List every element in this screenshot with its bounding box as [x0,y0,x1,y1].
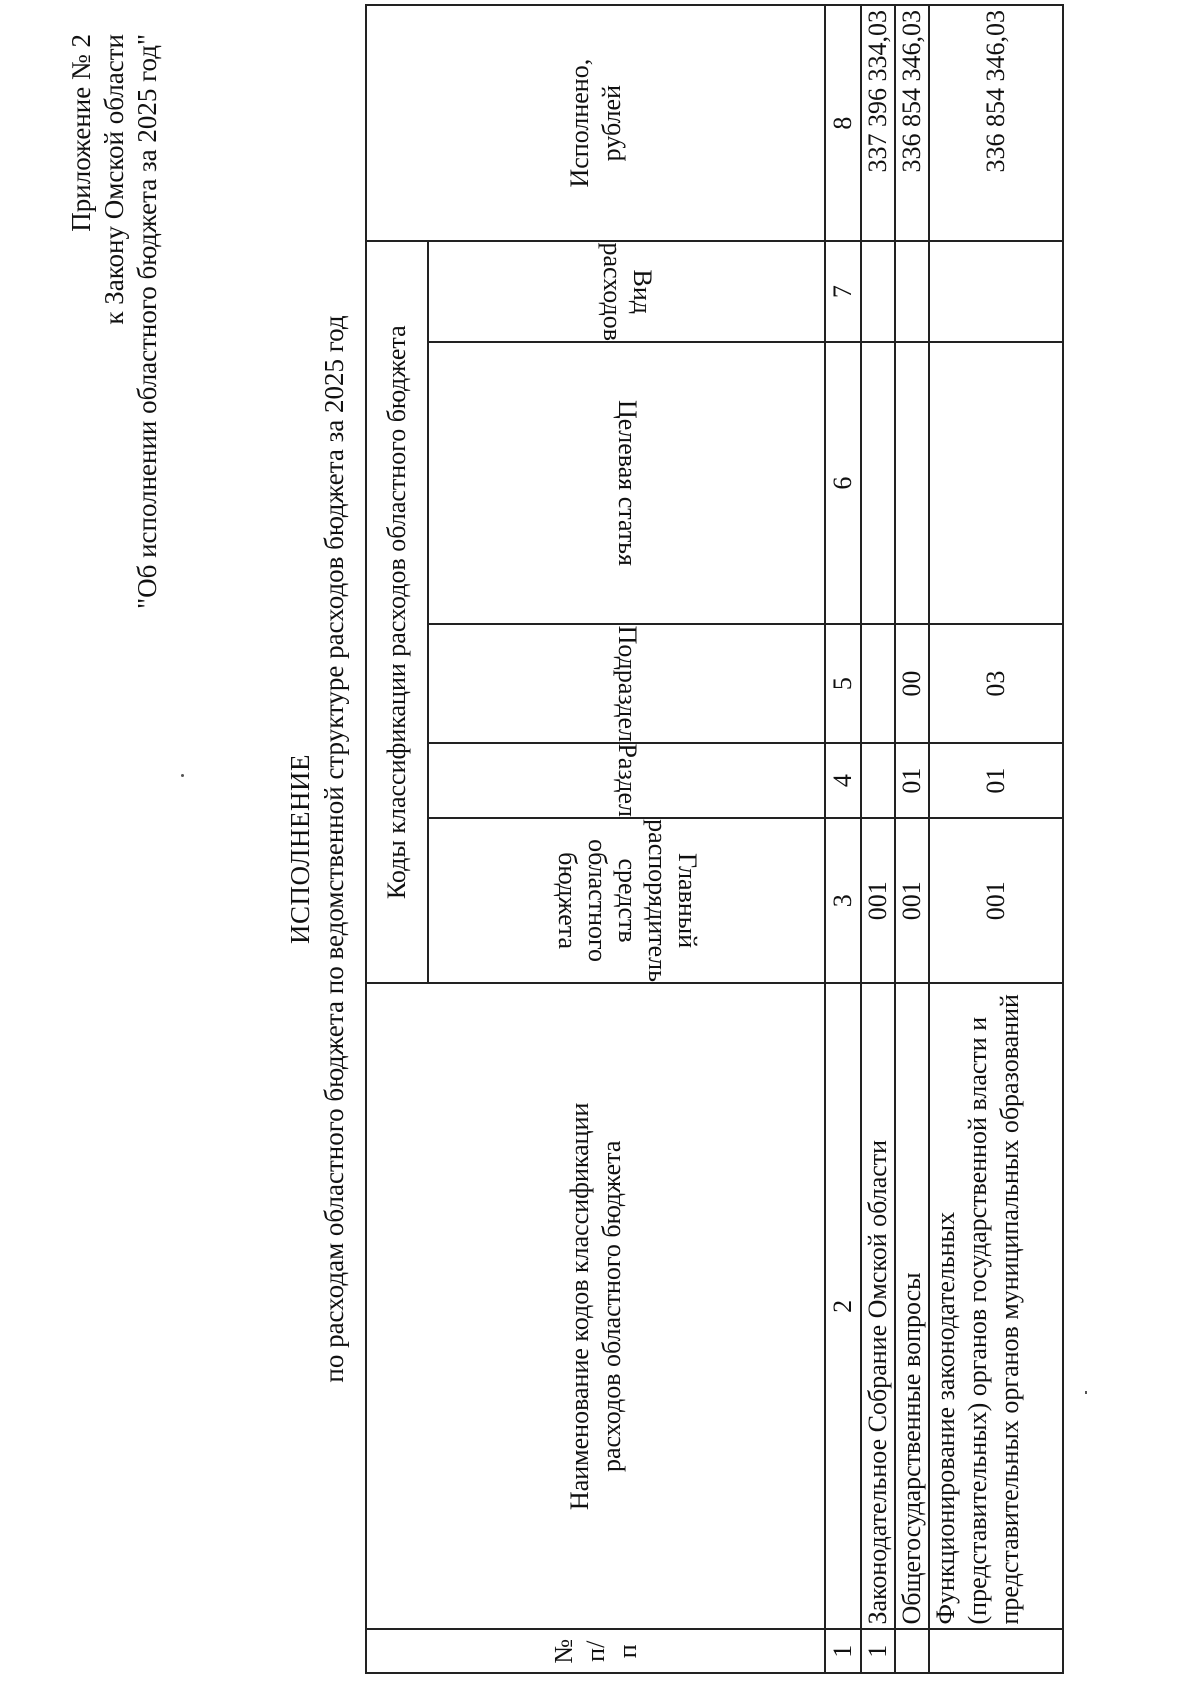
row-target [861,342,895,625]
header-num: № п/п [366,1629,825,1673]
appendix-line-2: к Закону Омской области [99,34,129,325]
header-section: Раздел [428,743,825,819]
document-page [5,4,1195,1694]
col-number: 4 [825,743,861,819]
header-codes-group: Коды классификации расходов областного бюджета [366,241,428,983]
row-manager: 001 [929,818,1063,983]
table-row [929,5,1063,1673]
col-number: 7 [825,241,861,342]
row-type [895,241,929,342]
row-target [929,342,1063,625]
row-section [861,743,895,819]
title-sub: по расходам областного бюджета по ведомственной структуре расходов бюджета за 2025 год [319,315,349,1383]
scan-speck [1085,1391,1087,1394]
row-amount: 337 396 334,03 [861,5,895,241]
budget-table [365,4,1064,1674]
table-row [895,5,929,1673]
row-target [895,342,929,625]
title-main: ИСПОЛНЕНИЕ [285,754,315,944]
row-section: 01 [895,743,929,819]
row-num: 1 [861,1629,895,1673]
header-name: Наименование кодов классификации расходов областного бюджета [366,983,825,1629]
appendix-line-3: "Об исполнении областного бюджета за 2025 год" [132,34,162,609]
col-number: 5 [825,624,861,742]
row-manager: 001 [895,818,929,983]
row-type [929,241,1063,342]
row-subsection: 00 [895,624,929,742]
table-row [861,5,895,1673]
column-number-row [825,5,861,1673]
header-subsection: Подраздел [428,624,825,742]
row-name: Законодательное Собрание Омской области [861,983,895,1629]
row-num [895,1629,929,1673]
col-number: 8 [825,5,861,241]
row-subsection: 03 [929,624,1063,742]
col-number: 1 [825,1629,861,1673]
appendix-line-1: Приложение № 2 [66,34,96,232]
header-main-manager: Главный распорядитель средств областного бюджета [428,818,825,983]
row-name: Общегосударственные вопросы [895,983,929,1629]
row-section: 01 [929,743,1063,819]
header-executed: Исполнено, рублей [366,5,825,241]
row-num [929,1629,1063,1673]
row-manager: 001 [861,818,895,983]
appendix-note [65,34,164,609]
col-number: 6 [825,342,861,625]
col-number: 2 [825,983,861,1629]
col-number: 3 [825,818,861,983]
header-row-1 [366,5,428,1673]
row-subsection [861,624,895,742]
row-amount: 336 854 346,03 [929,5,1063,241]
row-amount: 336 854 346,03 [895,5,929,241]
scan-speck [181,774,184,777]
row-type [861,241,895,342]
row-name: Функционирование законодательных (представительных) органов государственной власти и представительных органов муниципальных образований [929,983,1063,1629]
header-target-item: Целевая статья [428,342,825,625]
header-expense-type: Вид расходов [428,241,825,342]
